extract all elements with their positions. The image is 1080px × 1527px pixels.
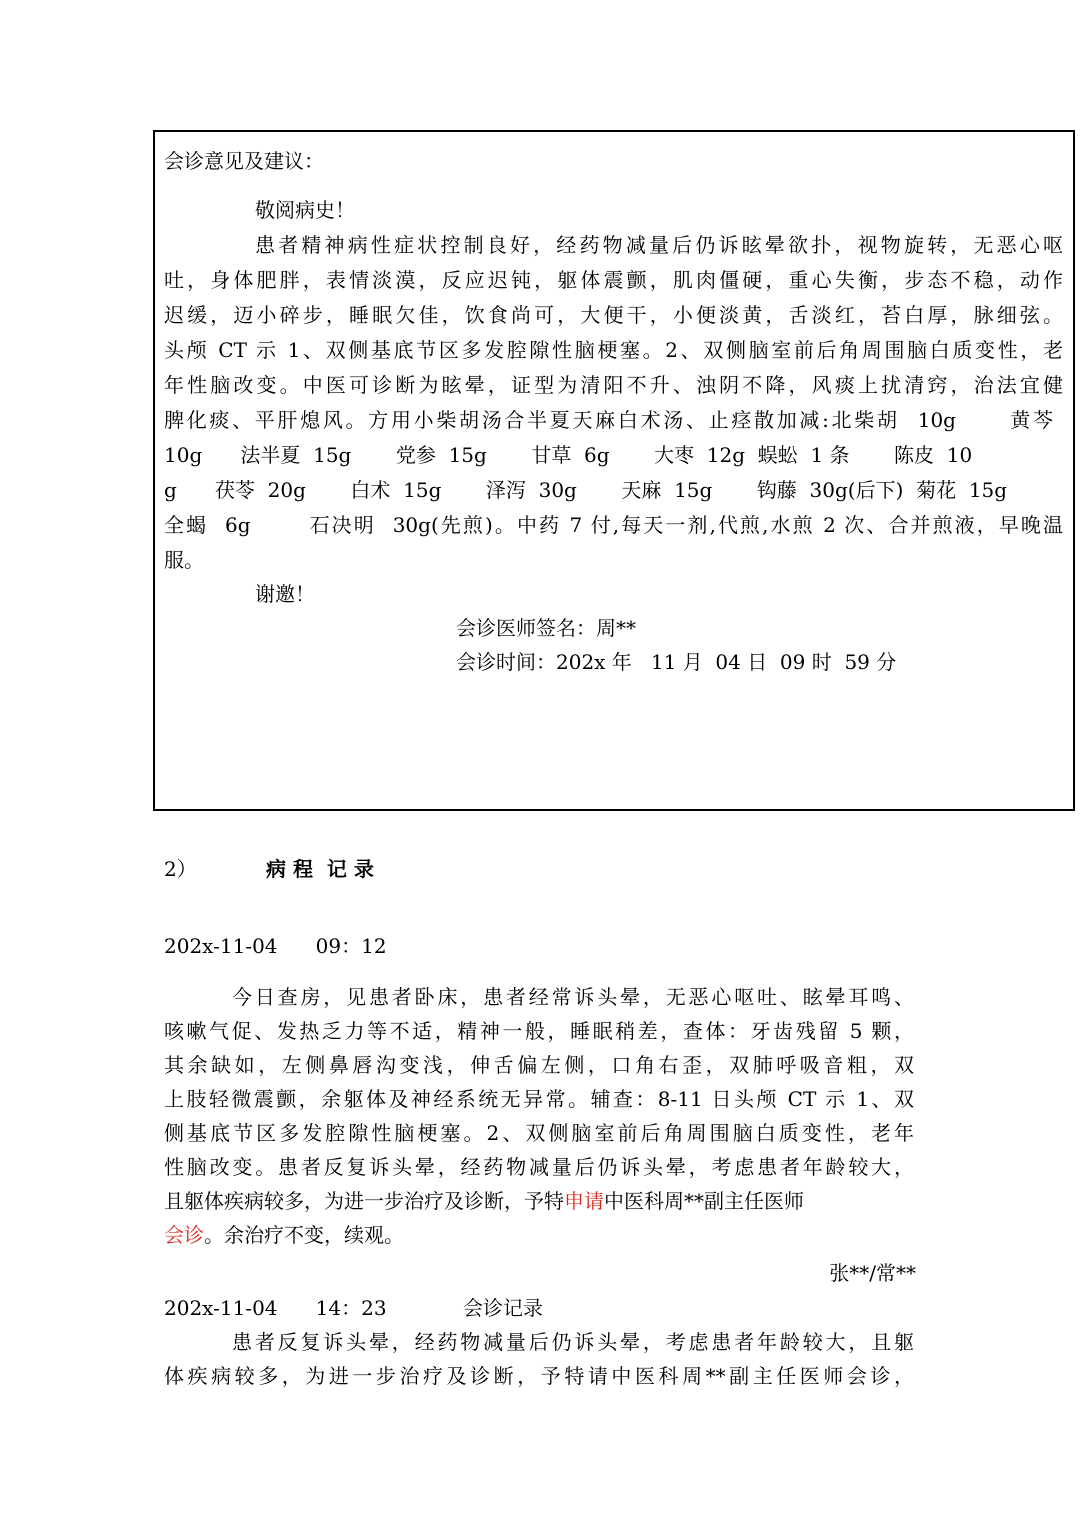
entry-signer: 张**/常**: [829, 1261, 916, 1285]
consult-heading: 会诊意见及建议：: [164, 149, 324, 173]
entry-body-line: [164, 1218, 404, 1252]
entry-body-line: 体疾病较多，为进一步治疗及诊断，予特请中医科周**副主任医师会诊，: [164, 1364, 914, 1388]
entry-text: 。余治疗不变，续观。: [204, 1223, 404, 1247]
consult-signature: 会诊医师签名：周**: [456, 616, 636, 640]
consult-body-line: 患者精神病性症状控制良好，经药物减量后仍诉眩晕欲扑，视物旋转，无恶心呕: [255, 233, 1063, 257]
entry-label: 会诊记录: [463, 1296, 543, 1320]
consult-body-line: 服。: [164, 548, 204, 572]
consult-body-line: 头颅 CT 示 1、双侧基底节区多发腔隙性脑梗塞。2、双侧脑室前后角周围脑白质变性，老: [164, 338, 1063, 362]
section-number: 2）: [164, 857, 197, 881]
consult-body-line: 迟缓，迈小碎步，睡眠欠佳，饮食尚可，大便干，小便淡黄，舌淡红，苔白厚，脉细弦。: [164, 303, 1063, 327]
consult-body-line: 吐，身体肥胖，表情淡漠，反应迟钝，躯体震颤，肌肉僵硬，重心失衡，步态不稳，动作: [164, 268, 1063, 292]
section-title: 病 程 记 录: [266, 857, 374, 881]
consult-body-line: 全蝎 6g 石决明 30g(先煎)。中药 7 付,每天一剂,代煎,水煎 2 次、合并煎液，早晚温: [164, 513, 1063, 537]
consult-body-line: g 茯苓 20g 白术 15g 泽泻 30g 天麻 15g 钩藤 30g(后下) 菊花 15g: [164, 478, 1008, 502]
entry-body-line: 患者反复诉头晕，经药物减量后仍诉头晕，考虑患者年龄较大，且躯: [232, 1330, 914, 1354]
consult-body-line: 脾化痰、平肝熄风。方用小柴胡汤合半夏天麻白术汤、止痉散加减:北柴胡 10g 黄芩: [164, 408, 1053, 432]
entry-body-line: 性脑改变。患者反复诉头晕，经药物减量后仍诉头晕，考虑患者年龄较大，: [164, 1155, 914, 1179]
entry-body-line: 咳嗽气促、发热乏力等不适，精神一般，睡眠稍差，查体：牙齿残留 5 颗，: [164, 1019, 914, 1043]
entry-body-line: 其余缺如，左侧鼻唇沟变浅，伸舌偏左侧，口角右歪，双肺呼吸音粗，双: [164, 1053, 914, 1077]
consult-body-line: 10g 法半夏 15g 党参 15g 甘草 6g 大枣 12g 蜈蚣 1 条 陈皮 10: [164, 443, 973, 467]
entry-body-line: 上肢轻微震颤，余躯体及神经系统无异常。辅查：8-11 日头颅 CT 示 1、双: [164, 1087, 914, 1111]
consult-greeting: 敬阅病史！: [255, 198, 355, 222]
entry-body-line: [164, 1184, 804, 1218]
entry-body-line: 今日查房，见患者卧床，患者经常诉头晕，无恶心呕吐、眩晕耳鸣、: [232, 985, 914, 1009]
entry-text: 且躯体疾病较多，为进一步治疗及诊断，予特: [164, 1189, 564, 1213]
consult-thanks: 谢邀！: [255, 582, 315, 606]
entry-text: 中医科周**副主任医师: [604, 1189, 804, 1213]
entry-body-line: 侧基底节区多发腔隙性脑梗塞。2、双侧脑室前后角周围脑白质变性，老年: [164, 1121, 914, 1145]
highlighted-text: 申请: [564, 1189, 604, 1213]
consult-body-line: 年性脑改变。中医可诊断为眩晕，证型为清阳不升、浊阴不降，风痰上扰清窍，治法宜健: [164, 373, 1063, 397]
entry-datetime: 202x-11-04 09：12: [164, 934, 387, 958]
consult-time: 会诊时间：202x 年 11 月 04 日 09 时 59 分: [456, 650, 897, 674]
entry-datetime: 202x-11-04 14：23: [164, 1296, 387, 1320]
highlighted-text: 会诊: [164, 1223, 204, 1247]
